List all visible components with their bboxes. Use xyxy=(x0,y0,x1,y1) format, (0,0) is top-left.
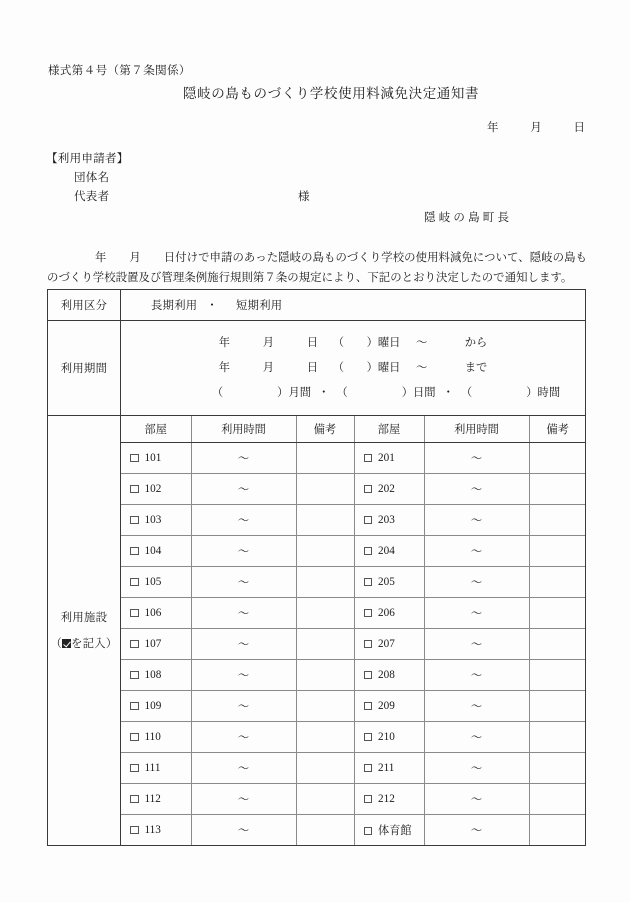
facility-remarks-cell-left[interactable] xyxy=(296,691,354,722)
time-range-tilde: ～ xyxy=(470,484,483,496)
room-label: 111 xyxy=(144,762,161,774)
room-label: 110 xyxy=(144,731,161,743)
time-range-tilde: ～ xyxy=(237,608,250,620)
room-label: 204 xyxy=(378,545,395,557)
facility-remarks-cell-right[interactable] xyxy=(529,691,586,722)
checkbox-icon[interactable] xyxy=(364,702,373,711)
table-row xyxy=(121,474,586,505)
room-label: 104 xyxy=(144,545,162,557)
room-label: 101 xyxy=(144,452,162,464)
facility-remarks-cell-left[interactable] xyxy=(296,784,354,815)
table-row-usage-category xyxy=(48,290,586,321)
period-start-tilde: ～ xyxy=(416,336,428,349)
table-row xyxy=(121,598,586,629)
period-end-month: 月 xyxy=(262,361,274,374)
period-start-line xyxy=(121,331,585,356)
table-row xyxy=(121,505,586,536)
facility-remarks-cell-left[interactable] xyxy=(296,660,354,691)
facility-room-cell-right[interactable] xyxy=(354,598,424,629)
facility-room-cell-right[interactable] xyxy=(354,443,424,474)
facility-time-cell-right[interactable] xyxy=(424,536,529,567)
duration-days-open: （ xyxy=(336,386,348,399)
checkbox-icon[interactable] xyxy=(364,547,373,556)
checkbox-icon[interactable] xyxy=(364,485,373,494)
table-row-usage-period xyxy=(48,321,586,416)
room-label: 212 xyxy=(378,793,395,805)
table-row xyxy=(121,815,586,846)
time-range-tilde: ～ xyxy=(237,639,250,651)
decision-table xyxy=(47,289,586,846)
checkbox-icon[interactable] xyxy=(364,454,373,463)
period-start-day: 日 xyxy=(306,336,318,349)
facility-time-cell-left[interactable] xyxy=(191,474,296,505)
period-start-weekday: （ ）曜日 xyxy=(332,336,401,349)
period-end-year: 年 xyxy=(218,361,230,374)
facility-time-cell-right[interactable] xyxy=(424,691,529,722)
checkbox-icon[interactable] xyxy=(130,826,139,835)
facility-time-cell-right[interactable] xyxy=(424,598,529,629)
table-row xyxy=(121,753,586,784)
duration-hours-open: （ xyxy=(460,386,473,399)
facility-time-cell-left[interactable] xyxy=(191,784,296,815)
checkbox-icon[interactable] xyxy=(130,516,139,525)
facility-room-cell-left[interactable] xyxy=(121,505,191,536)
time-range-tilde: ～ xyxy=(237,453,250,465)
facility-room-cell-left[interactable] xyxy=(121,722,191,753)
facility-header-time-2: 利用時間 xyxy=(424,416,529,443)
checkbox-icon[interactable] xyxy=(130,702,139,711)
facility-header-remarks-1: 備考 xyxy=(296,416,354,443)
facility-room-cell-left[interactable] xyxy=(121,815,191,846)
room-label: 109 xyxy=(144,700,162,712)
room-label: 205 xyxy=(378,576,395,588)
room-label: 112 xyxy=(144,793,161,805)
facility-label: 利用施設 xyxy=(60,611,108,624)
facility-time-cell-left[interactable] xyxy=(191,567,296,598)
facility-remarks-cell-right[interactable] xyxy=(529,722,586,753)
room-label: 201 xyxy=(378,452,395,464)
usage-period-fields xyxy=(121,321,586,416)
facility-remarks-cell-right[interactable] xyxy=(529,474,586,505)
facility-table xyxy=(121,416,586,845)
page-title: 隠岐の島ものづくり学校使用料減免決定通知書 xyxy=(183,86,480,101)
checkbox-icon[interactable] xyxy=(130,609,139,618)
duration-months-open: （ xyxy=(211,386,224,399)
time-range-tilde: ～ xyxy=(470,453,483,465)
room-label: 体育館 xyxy=(378,825,412,837)
period-end-line xyxy=(121,356,585,381)
checkbox-icon[interactable] xyxy=(364,764,373,773)
duration-days-unit: ）日間 xyxy=(401,386,436,399)
facility-room-cell-right[interactable] xyxy=(354,474,424,505)
period-end-weekday: （ ）曜日 xyxy=(332,361,401,374)
checkbox-icon[interactable] xyxy=(130,733,139,742)
period-start-month: 月 xyxy=(262,336,274,349)
facility-remarks-cell-right[interactable] xyxy=(529,598,586,629)
room-label: 209 xyxy=(378,700,395,712)
issue-date-month: 月 xyxy=(530,122,542,134)
room-label: 108 xyxy=(144,669,162,681)
facility-time-cell-right[interactable] xyxy=(424,505,529,536)
checkbox-icon[interactable] xyxy=(364,671,373,680)
time-range-tilde: ～ xyxy=(237,484,250,496)
duration-hours-unit: ）時間 xyxy=(526,386,561,399)
room-label: 103 xyxy=(144,514,162,526)
facility-room-cell-right[interactable] xyxy=(354,784,424,815)
room-label: 113 xyxy=(144,824,161,836)
period-start-suffix: から xyxy=(464,336,488,349)
note-text: を記入） xyxy=(71,637,118,650)
facility-grid-cell xyxy=(121,416,586,846)
checkbox-icon[interactable] xyxy=(130,454,139,463)
facility-time-cell-right[interactable] xyxy=(424,474,529,505)
facility-header-row xyxy=(121,416,586,443)
facility-time-cell-right[interactable] xyxy=(424,815,529,846)
time-range-tilde: ～ xyxy=(470,701,483,713)
facility-time-cell-right[interactable] xyxy=(424,443,529,474)
facility-remarks-cell-left[interactable] xyxy=(296,536,354,567)
facility-room-cell-right[interactable] xyxy=(354,753,424,784)
room-label: 203 xyxy=(378,514,395,526)
time-range-tilde: ～ xyxy=(470,577,483,589)
facility-time-cell-left[interactable] xyxy=(191,598,296,629)
facility-time-cell-left[interactable] xyxy=(191,536,296,567)
time-range-tilde: ～ xyxy=(470,515,483,527)
option-long-term[interactable]: 長期利用 xyxy=(151,300,198,312)
facility-room-cell-right[interactable] xyxy=(354,691,424,722)
usage-category-label: 利用区分 xyxy=(48,290,121,321)
body-paragraph: 年 月 日付けで申請のあった隠岐の島ものづくり学校の使用料減免について、隠岐の島ものづくり学校設置及び管理条例施行規則第７条の規定により、下記のとおり決定したので通知します。 xyxy=(47,252,587,284)
time-range-tilde: ～ xyxy=(237,794,250,806)
note-open-paren: （ xyxy=(50,637,63,650)
option-short-term[interactable]: 短期利用 xyxy=(236,300,283,312)
facility-room-cell-left[interactable] xyxy=(121,784,191,815)
checkbox-icon[interactable] xyxy=(364,609,373,618)
facility-room-cell-left[interactable] xyxy=(121,443,191,474)
facility-header-remarks-2: 備考 xyxy=(529,416,586,443)
facility-remarks-cell-right[interactable] xyxy=(529,443,586,474)
facility-remarks-cell-left[interactable] xyxy=(296,598,354,629)
facility-room-cell-right[interactable] xyxy=(354,567,424,598)
time-range-tilde: ～ xyxy=(237,515,250,527)
time-range-tilde: ～ xyxy=(470,670,483,682)
issue-date-day: 日 xyxy=(573,122,585,134)
facility-room-cell-right[interactable] xyxy=(354,660,424,691)
facility-remarks-cell-right[interactable] xyxy=(529,784,586,815)
checkbox-icon[interactable] xyxy=(130,795,139,804)
facility-room-cell-right[interactable] xyxy=(354,722,424,753)
duration-months-unit: ）月間 xyxy=(277,386,312,399)
time-range-tilde: ～ xyxy=(470,639,483,651)
table-row xyxy=(121,660,586,691)
period-end-tilde: ～ xyxy=(416,361,428,374)
facility-room-cell-right[interactable] xyxy=(354,815,424,846)
facility-header-room-2: 部屋 xyxy=(354,416,424,443)
facility-remarks-cell-right[interactable] xyxy=(529,567,586,598)
facility-remarks-cell-right[interactable] xyxy=(529,815,586,846)
facility-remarks-cell-left[interactable] xyxy=(296,629,354,660)
checked-checkbox-icon xyxy=(62,639,71,648)
checkbox-icon[interactable] xyxy=(364,640,373,649)
table-row xyxy=(121,443,586,474)
usage-period-label: 利用期間 xyxy=(48,321,121,416)
duration-separator-1: ・ xyxy=(318,386,330,399)
facility-remarks-cell-left[interactable] xyxy=(296,443,354,474)
group-name-label: 団体名 xyxy=(74,172,110,184)
checkbox-icon[interactable] xyxy=(130,578,139,587)
facility-remarks-cell-left[interactable] xyxy=(296,505,354,536)
room-label: 211 xyxy=(378,762,395,774)
facility-time-cell-right[interactable] xyxy=(424,784,529,815)
facility-room-cell-left[interactable] xyxy=(121,629,191,660)
checkbox-icon[interactable] xyxy=(364,733,373,742)
checkbox-icon[interactable] xyxy=(364,827,373,836)
room-label: 210 xyxy=(378,731,395,743)
facility-remarks-cell-left[interactable] xyxy=(296,722,354,753)
facility-time-cell-right[interactable] xyxy=(424,753,529,784)
checkbox-icon[interactable] xyxy=(130,671,139,680)
facility-time-cell-right[interactable] xyxy=(424,629,529,660)
facility-time-cell-left[interactable] xyxy=(191,753,296,784)
facility-room-cell-right[interactable] xyxy=(354,629,424,660)
facility-header-room-1: 部屋 xyxy=(121,416,191,443)
room-label: 106 xyxy=(144,607,162,619)
table-row-facility xyxy=(48,416,586,846)
time-range-tilde: ～ xyxy=(237,577,250,589)
period-start-year: 年 xyxy=(218,336,230,349)
facility-time-cell-left[interactable] xyxy=(191,815,296,846)
table-row xyxy=(121,784,586,815)
facility-table-body xyxy=(121,416,586,845)
facility-remarks-cell-right[interactable] xyxy=(529,505,586,536)
issue-date-year: 年 xyxy=(487,122,499,134)
checkbox-icon[interactable] xyxy=(130,764,139,773)
time-range-tilde: ～ xyxy=(237,763,250,775)
issue-date-line xyxy=(487,119,585,135)
time-range-tilde: ～ xyxy=(237,732,250,744)
facility-time-cell-left[interactable] xyxy=(191,722,296,753)
facility-time-cell-left[interactable] xyxy=(191,629,296,660)
representative-label: 代表者 xyxy=(74,191,110,203)
room-label: 202 xyxy=(378,483,395,495)
duration-separator-2: ・ xyxy=(442,386,454,399)
form-number: 様式第４号（第７条関係） xyxy=(48,65,191,77)
facility-header-time-1: 利用時間 xyxy=(191,416,296,443)
time-range-tilde: ～ xyxy=(470,763,483,775)
option-separator: ・ xyxy=(206,300,218,312)
facility-room-cell-left[interactable] xyxy=(121,536,191,567)
checkbox-icon[interactable] xyxy=(364,578,373,587)
honorific-suffix: 様 xyxy=(298,191,310,203)
facility-remarks-cell-right[interactable] xyxy=(529,536,586,567)
usage-category-options xyxy=(121,290,586,321)
table-row xyxy=(121,536,586,567)
room-label: 107 xyxy=(144,638,162,650)
table-row xyxy=(121,567,586,598)
time-range-tilde: ～ xyxy=(470,732,483,744)
issuer-name: 隠岐の島町長 xyxy=(424,212,513,224)
period-end-suffix: まで xyxy=(464,361,488,374)
checkbox-icon[interactable] xyxy=(130,547,139,556)
facility-time-cell-right[interactable] xyxy=(424,722,529,753)
period-duration-line xyxy=(121,381,585,406)
checkbox-icon[interactable] xyxy=(130,485,139,494)
facility-note xyxy=(48,631,120,657)
checkbox-icon[interactable] xyxy=(130,640,139,649)
facility-time-cell-right[interactable] xyxy=(424,567,529,598)
facility-remarks-cell-left[interactable] xyxy=(296,753,354,784)
facility-time-cell-right[interactable] xyxy=(424,660,529,691)
time-range-tilde: ～ xyxy=(237,825,250,837)
time-range-tilde: ～ xyxy=(237,701,250,713)
facility-room-cell-left[interactable] xyxy=(121,567,191,598)
facility-remarks-cell-left[interactable] xyxy=(296,567,354,598)
facility-room-cell-right[interactable] xyxy=(354,536,424,567)
period-end-day: 日 xyxy=(306,361,318,374)
facility-room-cell-left[interactable] xyxy=(121,753,191,784)
time-range-tilde: ～ xyxy=(470,794,483,806)
time-range-tilde: ～ xyxy=(470,608,483,620)
table-row xyxy=(121,722,586,753)
facility-time-cell-left[interactable] xyxy=(191,691,296,722)
facility-room-cell-left[interactable] xyxy=(121,691,191,722)
table-row xyxy=(121,629,586,660)
time-range-tilde: ～ xyxy=(237,546,250,558)
facility-room-cell-left[interactable] xyxy=(121,474,191,505)
facility-remarks-cell-left[interactable] xyxy=(296,815,354,846)
facility-room-cell-left[interactable] xyxy=(121,598,191,629)
time-range-tilde: ～ xyxy=(470,546,483,558)
checkbox-icon[interactable] xyxy=(364,795,373,804)
room-label: 102 xyxy=(144,483,162,495)
room-label: 206 xyxy=(378,607,395,619)
facility-time-cell-left[interactable] xyxy=(191,505,296,536)
table-row xyxy=(121,691,586,722)
applicant-section-label: 【利用申請者】 xyxy=(46,153,129,165)
time-range-tilde: ～ xyxy=(237,670,250,682)
facility-remarks-cell-right[interactable] xyxy=(529,660,586,691)
time-range-tilde: ～ xyxy=(470,825,483,837)
room-label: 207 xyxy=(378,638,395,650)
room-label: 105 xyxy=(144,576,162,588)
room-label: 208 xyxy=(378,669,395,681)
facility-remarks-cell-left[interactable] xyxy=(296,474,354,505)
facility-remarks-cell-right[interactable] xyxy=(529,629,586,660)
facility-label-cell xyxy=(48,416,121,846)
facility-time-cell-left[interactable] xyxy=(191,443,296,474)
checkbox-icon[interactable] xyxy=(364,516,373,525)
facility-room-cell-right[interactable] xyxy=(354,505,424,536)
facility-room-cell-left[interactable] xyxy=(121,660,191,691)
facility-remarks-cell-right[interactable] xyxy=(529,753,586,784)
facility-time-cell-left[interactable] xyxy=(191,660,296,691)
